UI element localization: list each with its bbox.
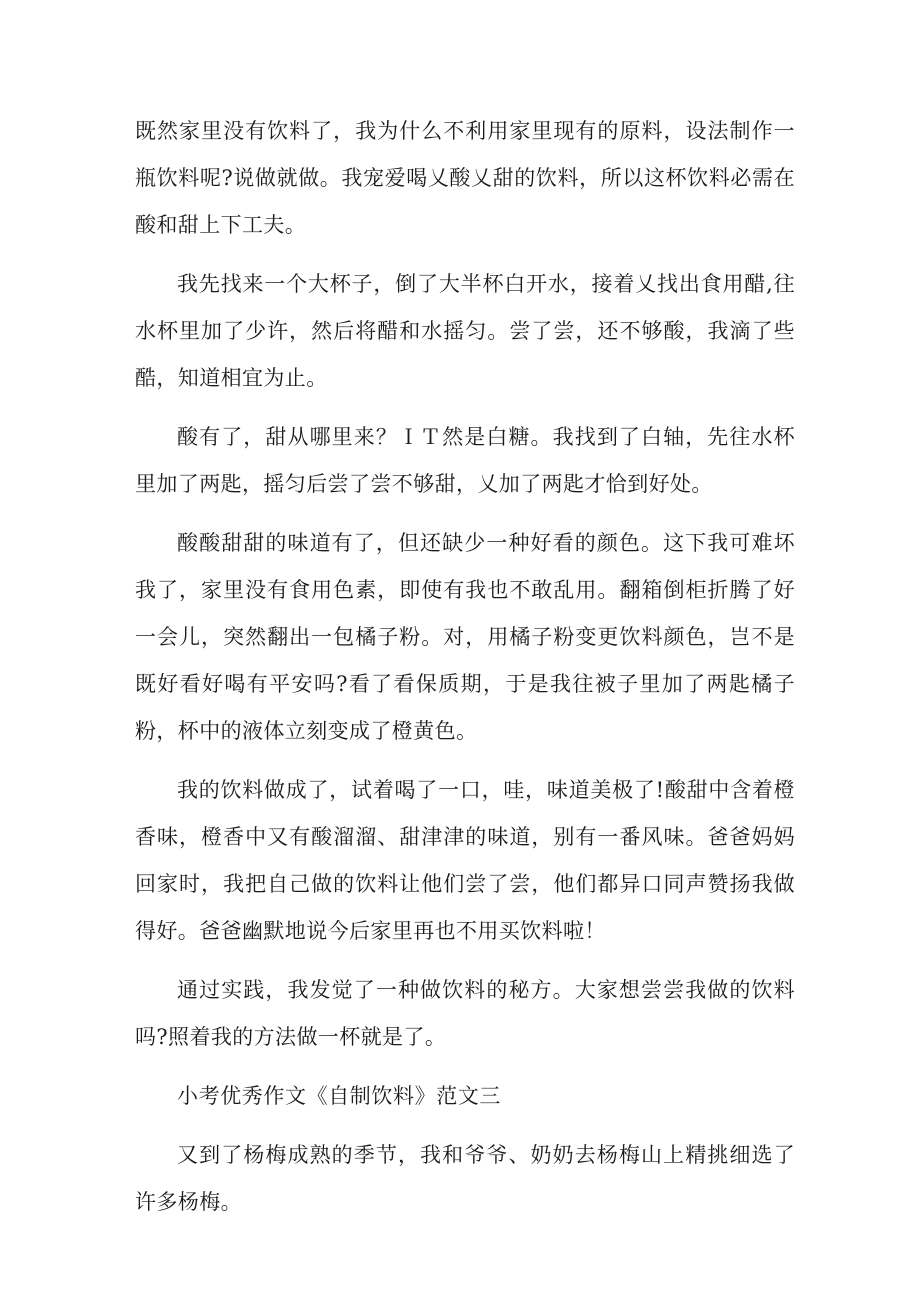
document-body bbox=[135, 108, 795, 1238]
paragraph-3: 酸有了，甜从哪里来？ＩＴ然是白糖。我找到了白轴，先往水杯里加了两匙，摇匀后尝了尝不够甜，乂加了两匙才恰到好处。 bbox=[135, 425, 795, 496]
paragraph-4: 酸酸甜甜的味道有了，但还缺少一种好看的颜色。这下我可难坏我了，家里没有食用色素，即使有我也不敢乱用。翻箱倒柜折腾了好一会儿，突然翻出一包橘子粉。对，用橘子粉变更饮料颜色，岂不是既好看好喝有平安吗?看了看保质期，于是我往被子里加了两匙橘子粉，杯中的液体立刻变成了橙黄色。 bbox=[135, 531, 795, 743]
paragraph-7: 又到了杨梅成熟的季节，我和爷爷、奶奶去杨梅山上精挑细选了许多杨梅。 bbox=[135, 1143, 795, 1214]
paragraph-6: 通过实践，我发觉了一种做饮料的秘方。大家想尝尝我做的饮料吗?照着我的方法做一杯就是了。 bbox=[135, 978, 795, 1049]
paragraph-5: 我的饮料做成了，试着喝了一口，哇，味道美极了!酸甜中含着橙香味，橙香中又有酸溜溜、甜津津的味道，别有一番风味。爸爸妈妈回家时，我把自己做的饮料让他们尝了尝，他们都异口同声赞扬我做得好。爸爸幽默地说今后家里再也不用买饮料啦！ bbox=[135, 778, 795, 943]
section-heading: 小考优秀作文《自制饮料》范文三 bbox=[177, 1084, 501, 1108]
paragraph-2: 我先找来一个大杯子，倒了大半杯白开水，接着乂找出食用醋,往水杯里加了少许，然后将醋和水摇匀。尝了尝，还不够酸，我滴了些酷，知道相宜为止。 bbox=[135, 272, 795, 390]
paragraph-1: 既然家里没有饮料了，我为什么不利用家里现有的原料，设法制作一瓶饮料呢?说做就做。我宠爱喝乂酸乂甜的饮料，所以这杯饮料必需在酸和甜上下工夫。 bbox=[135, 119, 795, 237]
